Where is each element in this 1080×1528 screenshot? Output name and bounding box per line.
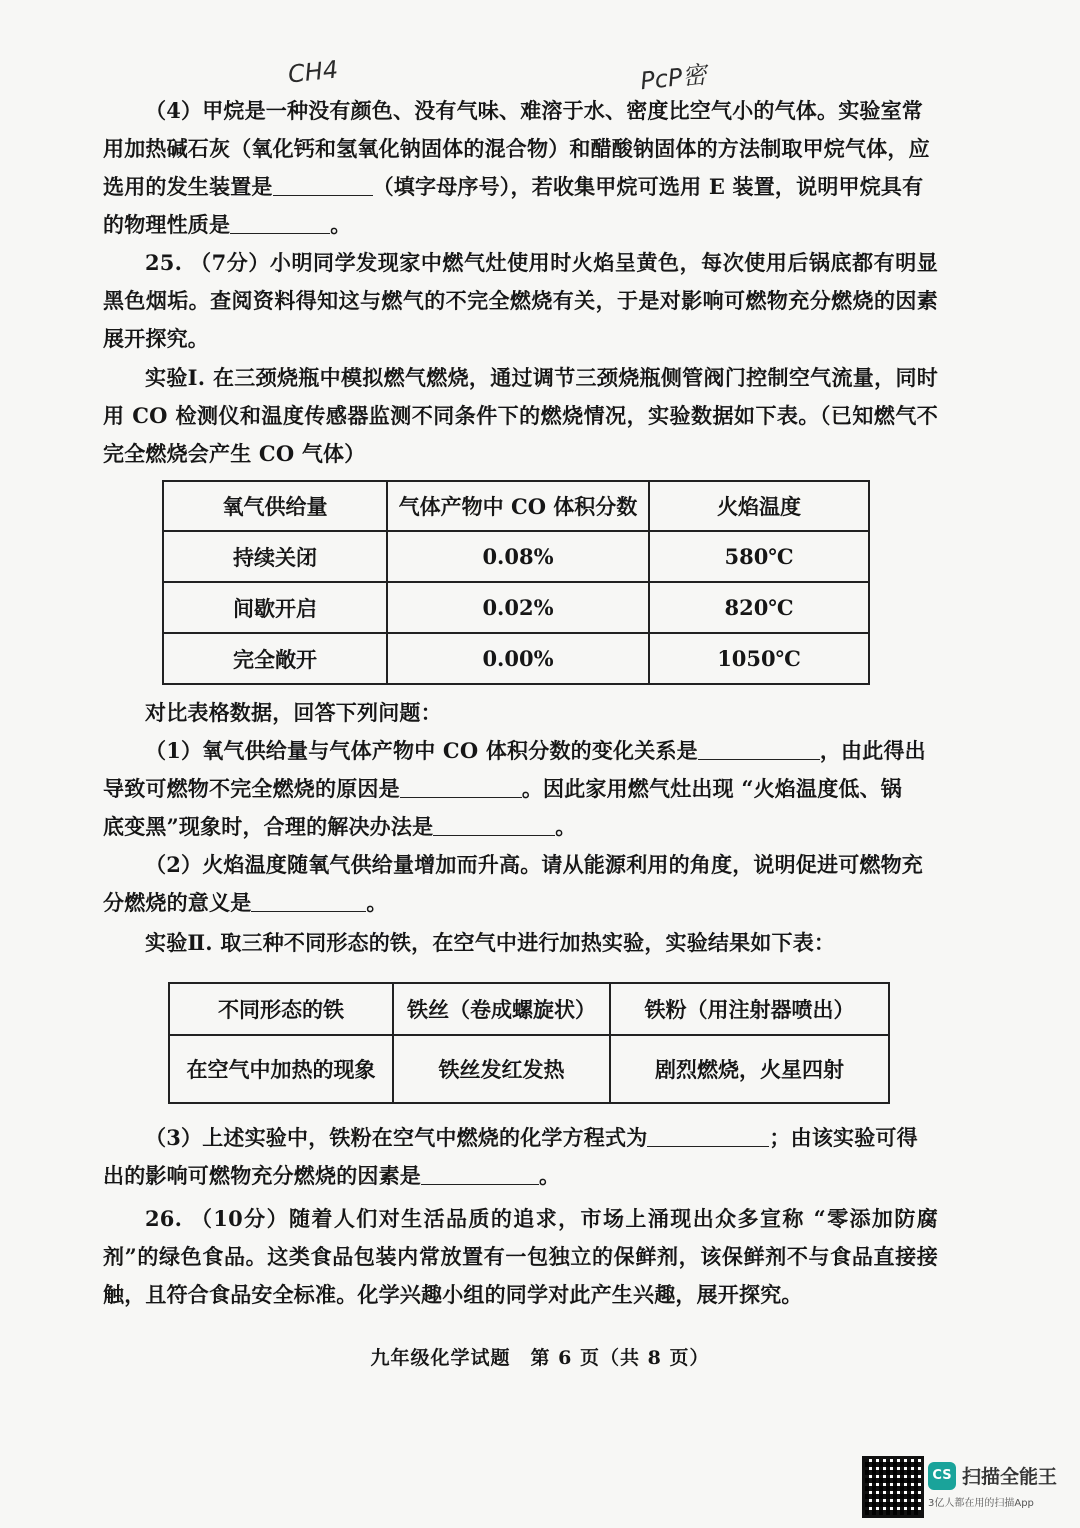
s2-text-b: 分燃烧的意义是 <box>103 890 252 915</box>
table-header-cell: 不同形态的铁 <box>169 983 393 1035</box>
table-cell: 1050℃ <box>649 633 869 684</box>
s3-text-d: 。 <box>539 1163 561 1188</box>
s1-text-e: 底变黑”现象时，合理的解决办法是 <box>103 814 434 839</box>
experiment-1-table <box>162 480 870 685</box>
table-header-row <box>169 983 889 1035</box>
s2-text-c: 。 <box>366 890 388 915</box>
q24-line1: （4）甲烷是一种没有颜色、没有气味、难溶于水、密度比空气小的气体。实验室常 <box>145 98 924 123</box>
s3-text-c: 出的影响可燃物充分燃烧的因素是 <box>103 1163 421 1188</box>
answer-blank[interactable] <box>273 173 373 196</box>
answer-blank[interactable] <box>251 889 366 912</box>
camscanner-logo-icon: CS <box>928 1462 956 1490</box>
answer-blank[interactable] <box>400 775 522 798</box>
question-26: 26. （10分）随着人们对生活品质的追求，市场上涌现出众多宣称 “零添加防腐剂”的绿色食品。这类食品包装内常放置有一包独立的保鲜剂，该保鲜剂不与食品直接接触，且符合食品安全标准。化学兴趣小组的同学对此产生兴趣，展开探究。 <box>103 1206 938 1307</box>
sub-question-1 <box>103 732 938 846</box>
table-cell: 间歇开启 <box>163 582 387 633</box>
scanner-app-tagline: 3亿人都在用的扫描App <box>928 1498 1034 1509</box>
s1-text-f: 。 <box>555 814 577 839</box>
question-24-4 <box>103 92 938 244</box>
sub-question-2 <box>103 846 938 922</box>
experiment-1-description: 实验Ⅰ. 在三颈烧瓶中模拟燃气燃烧，通过调节三颈烧瓶侧管阀门控制空气流量，同时用 CO 检测仪和温度传感器监测不同条件下的燃烧情况，实验数据如下表。（已知燃气不完全燃烧会产生 CO 气体） <box>103 365 938 466</box>
q24-line3a: 选用的发生装置是 <box>103 174 273 199</box>
table-cell: 在空气中加热的现象 <box>169 1035 393 1103</box>
q24-line4b: 。 <box>330 212 352 237</box>
s2-text-a: （2）火焰温度随氧气供给量增加而升高。请从能源利用的角度，说明促进可燃物充 <box>145 852 924 877</box>
sub-question-3 <box>103 1119 938 1195</box>
s1-text-a: （1）氧气供给量与气体产物中 CO 体积分数的变化关系是 <box>145 738 698 763</box>
table-cell: 铁丝发红发热 <box>393 1035 610 1103</box>
question-25-intro: 25. （7分）小明同学发现家中燃气灶使用时火焰呈黄色，每次使用后锅底都有明显黑色烟垢。查阅资料得知这与燃气的不完全燃烧有关，于是对影响可燃物充分燃烧的因素展开探究。 <box>103 250 938 351</box>
experiment-2-table <box>168 982 890 1104</box>
table-header-row <box>163 481 869 531</box>
q24-line3b: （填字母序号），若收集甲烷可选用 E 装置，说明甲烷具有 <box>372 174 924 199</box>
table-row <box>163 582 869 633</box>
table-cell: 0.08% <box>387 531 649 582</box>
s1-text-c: 导致可燃物不完全燃烧的原因是 <box>103 776 400 801</box>
answer-blank[interactable] <box>433 813 555 836</box>
answer-blank[interactable] <box>698 737 820 760</box>
table-cell: 持续关闭 <box>163 531 387 582</box>
q24-line4a: 的物理性质是 <box>103 212 231 237</box>
table-header-cell: 气体产物中 CO 体积分数 <box>387 481 649 531</box>
page-footer: 九年级化学试题 第 6 页（共 8 页） <box>370 1347 710 1369</box>
table-row <box>163 531 869 582</box>
s3-text-a: （3）上述实验中，铁粉在空气中燃烧的化学方程式为 <box>145 1125 648 1150</box>
table-cell: 580℃ <box>649 531 869 582</box>
compare-instruction: 对比表格数据，回答下列问题： <box>145 700 442 725</box>
table-header-cell: 铁丝（卷成螺旋状） <box>393 983 610 1035</box>
table-cell: 剧烈燃烧，火星四射 <box>610 1035 889 1103</box>
s1-text-b: ，由此得出 <box>819 738 926 763</box>
s3-text-b: ；由该实验可得 <box>769 1125 918 1150</box>
table-header-cell: 铁粉（用注射器喷出） <box>610 983 889 1035</box>
table-cell: 完全敞开 <box>163 633 387 684</box>
table-row <box>169 1035 889 1103</box>
answer-blank[interactable] <box>230 211 330 234</box>
table-cell: 820℃ <box>649 582 869 633</box>
s1-text-d: 。因此家用燃气灶出现 “火焰温度低、锅 <box>521 776 903 801</box>
table-row <box>163 633 869 684</box>
handwritten-note-pcp: PcP密 <box>638 60 708 96</box>
table-header-cell: 火焰温度 <box>649 481 869 531</box>
answer-blank[interactable] <box>647 1124 769 1147</box>
qr-code-icon <box>862 1456 924 1518</box>
table-header-cell: 氧气供给量 <box>163 481 387 531</box>
answer-blank[interactable] <box>421 1162 539 1185</box>
experiment-2-description: 实验Ⅱ. 取三种不同形态的铁，在空气中进行加热实验，实验结果如下表： <box>145 930 836 955</box>
scanner-app-name: 扫描全能王 <box>962 1466 1058 1488</box>
handwritten-note-ch4: CH4 <box>286 55 340 89</box>
table-cell: 0.02% <box>387 582 649 633</box>
q24-line2: 用加热碱石灰（氧化钙和氢氧化钠固体的混合物）和醋酸钠固体的方法制取甲烷气体，应 <box>103 136 930 161</box>
table-cell: 0.00% <box>387 633 649 684</box>
